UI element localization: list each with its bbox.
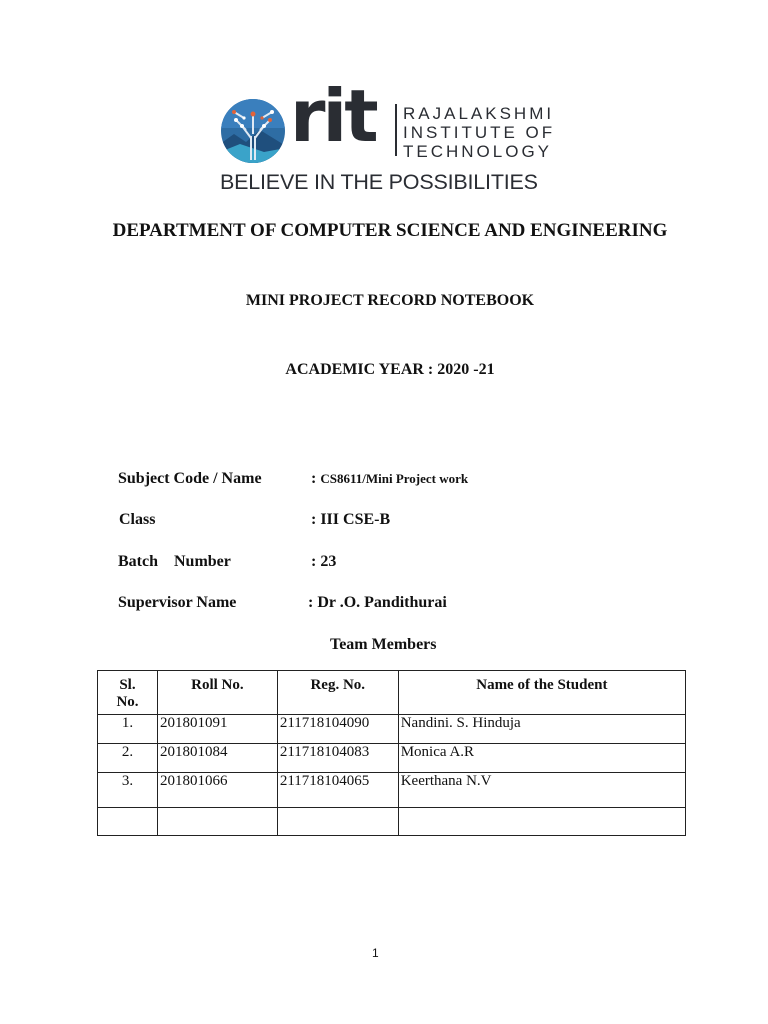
subject-colon: : — [311, 470, 317, 487]
department-heading: DEPARTMENT OF COMPUTER SCIENCE AND ENGINEERING — [112, 220, 668, 241]
logo-institute-name — [403, 104, 555, 161]
logo-line-3: TECHNOLOGY — [403, 142, 553, 161]
row-sl-no: 2. — [98, 744, 158, 773]
row-roll-no: 201801066 — [157, 773, 277, 808]
batch-label: Batch Number — [118, 553, 231, 570]
empty-cell — [398, 808, 685, 836]
row-roll-no: 201801091 — [157, 715, 277, 744]
table-row — [98, 744, 686, 773]
supervisor-label: Supervisor Name — [118, 594, 237, 611]
row-student-name: Monica A.R — [398, 744, 685, 773]
team-members-table — [97, 670, 686, 836]
logo-line-1: RAJALAKSHMI — [403, 104, 555, 123]
row-student-name: Keerthana N.V — [398, 773, 685, 808]
logo-divider — [395, 104, 397, 156]
empty-cell — [277, 808, 398, 836]
logo-tagline: BELIEVE IN THE POSSIBILITIES — [220, 170, 538, 194]
table-row — [98, 773, 686, 808]
subject-value — [311, 470, 468, 488]
row-sl-no: 1. — [98, 715, 158, 744]
page-number: 1 — [372, 946, 379, 960]
row-reg-no: 211718104090 — [277, 715, 398, 744]
table-header-row — [98, 671, 686, 715]
row-roll-no: 201801084 — [157, 744, 277, 773]
header-reg-no: Reg. No. — [277, 671, 398, 715]
row-reg-no: 211718104065 — [277, 773, 398, 808]
team-members-title: Team Members — [330, 636, 437, 653]
header-student-name: Name of the Student — [398, 671, 685, 715]
table-row — [98, 715, 686, 744]
empty-cell — [98, 808, 158, 836]
logo-wordmark: rit — [290, 74, 376, 158]
header-roll-no: Roll No. — [157, 671, 277, 715]
batch-value: : 23 — [311, 553, 337, 570]
supervisor-value: : Dr .O. Pandithurai — [308, 594, 447, 611]
class-label: Class — [119, 511, 156, 528]
empty-cell — [157, 808, 277, 836]
subject-code-name: CS8611/Mini Project work — [320, 471, 469, 486]
row-sl-no: 3. — [98, 773, 158, 808]
row-student-name: Nandini. S. Hinduja — [398, 715, 685, 744]
institute-logo — [220, 74, 570, 196]
record-title: MINI PROJECT RECORD NOTEBOOK — [245, 292, 535, 309]
academic-year: ACADEMIC YEAR : 2020 -21 — [285, 361, 495, 378]
tree-circuit-logo-icon — [220, 98, 286, 164]
logo-line-2: INSTITUTE OF — [403, 123, 556, 142]
class-value: : III CSE-B — [311, 511, 391, 528]
header-sl-no: Sl. No. — [98, 671, 158, 715]
row-reg-no: 211718104083 — [277, 744, 398, 773]
subject-label: Subject Code / Name — [118, 470, 262, 487]
table-row-empty — [98, 808, 686, 836]
